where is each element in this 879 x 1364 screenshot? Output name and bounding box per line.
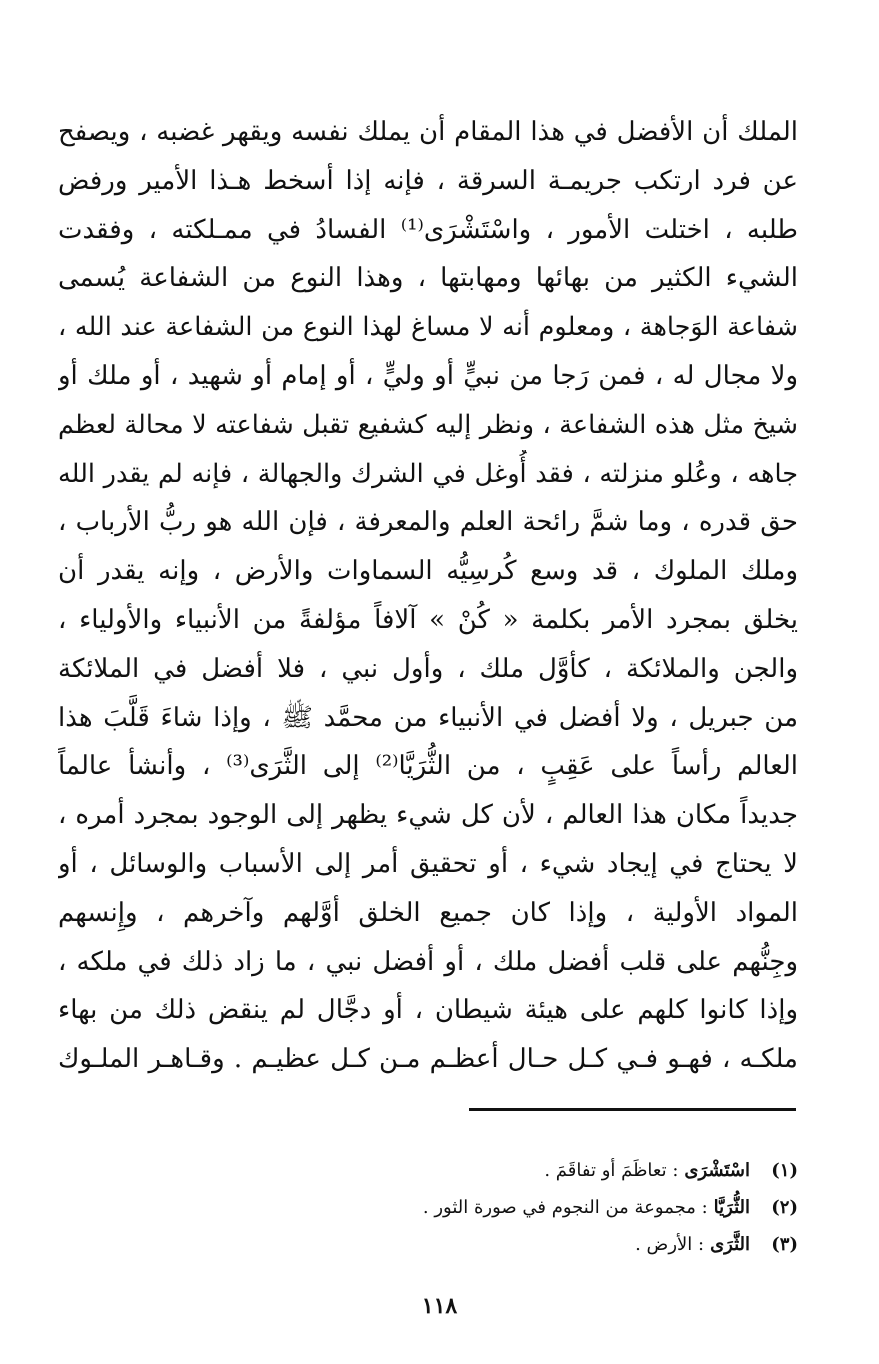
text-line: شيخ مثل هذه الشفاعة ، ونظر إليه كشفيع تقبل شفاعته لا محالة لعظم: [58, 409, 798, 440]
text-line: العالم رأساً على عَقِبٍ ، من الثُّرَيَّا⁽²⁾ إلى الثَّرَى⁽³⁾ ، وأنشأ عالماً: [58, 751, 798, 782]
body-text: [58, 108, 798, 1084]
text-line: ملكـه ، فهـو فـي كـل حـال أعظـم مـن كـل عظيـم . وقـاهـر الملـوك: [58, 1044, 798, 1075]
footnote-term: اسْتَشْرَى: [684, 1160, 750, 1181]
text-line: شفاعة الوَجاهة ، ومعلوم أنه لا مساغ لهذا النوع من الشفاعة عند الله ،: [58, 312, 798, 343]
page-number: ١١٨: [421, 1293, 458, 1319]
footnote-text: : مجموعة من النجوم في صورة الثور .: [422, 1197, 708, 1218]
footnote-text: : تعاظَمَ أو تفاقَمَ .: [544, 1160, 679, 1181]
footnote-item: [58, 1152, 798, 1189]
footnote-number: (٣): [771, 1234, 798, 1255]
text-line: المواد الأولية ، وإذا كان جميع الخلق أوَّلهم وآخرهم ، وإِنسهم: [58, 897, 798, 928]
text-line: الملك أن الأفضل في هذا المقام أن يملك نفسه ويقهر غضبه ، ويصفح: [58, 117, 798, 147]
text-line: طلبه ، اختلت الأمور ، واسْتَشْرَى⁽¹⁾ الفسادُ في ممـلكته ، وفقدت: [58, 214, 798, 245]
text-line: يخلق بمجرد الأمر بكلمة « كُنْ » آلافاً مؤلفةً من الأنبياء والأولياء ،: [58, 604, 798, 635]
text-line: وملك الملوك ، قد وسع كُرسِيُّه السماوات والأرض ، وإنه يقدر أن: [58, 556, 798, 587]
text-line: جاهه ، وعُلو منزلته ، فقد أُوغل في الشرك والجهالة ، فإنه لم يقدر الله: [58, 458, 798, 489]
text-line: الشيء الكثير من بهائها ومهابتها ، وهذا النوع من الشفاعة يُسمى: [58, 263, 798, 294]
footnote-divider: [469, 1108, 796, 1111]
text-line: وإذا كانوا كلهم على هيئة شيطان ، أو دجَّال لم ينقض ذلك من بهاء: [58, 995, 798, 1026]
footnote-text: : الأرض .: [635, 1234, 705, 1255]
footnote-term: الثُّرَيَّا: [713, 1197, 750, 1218]
text-line: والجن والملائكة ، كأوَّل ملك ، وأول نبي ، فلا أفضل في الملائكة: [58, 653, 798, 684]
text-line: من جبريل ، ولا أفضل في الأنبياء من محمَّد ﷺ ، وإذا شاءَ قَلَّبَ هذا: [58, 702, 798, 733]
footnote-number: (١): [771, 1160, 798, 1181]
footnotes: [58, 1152, 798, 1263]
footnote-term: الثَّرَى: [710, 1234, 750, 1255]
text-line: حق قدره ، وما شمَّ رائحة العلم والمعرفة ، فإن الله هو ربُّ الأرباب ،: [58, 507, 798, 538]
text-line: لا يحتاج في إيجاد شيء ، أو تحقيق أمر إلى الأسباب والوسائل ، أو: [58, 848, 798, 879]
text-line: عن فرد ارتكب جريمـة السرقة ، فإنه إذا أسخط هـذا الأمير ورفض: [58, 165, 798, 196]
text-line: ولا مجال له ، فمن رَجا من نبيٍّ أو وليٍّ ، أو إمام أو شهيد ، أو ملك أو: [58, 360, 798, 391]
footnote-number: (٢): [771, 1197, 798, 1218]
footnote-item: [58, 1189, 798, 1226]
text-line: وجِنُّهم على قلب أفضل ملك ، أو أفضل نبي ، ما زاد ذلك في ملكه ،: [58, 946, 798, 977]
text-line: جديداً مكان هذا العالم ، لأن كل شيء يظهر إلى الوجود بمجرد أمره ،: [58, 800, 798, 831]
footnote-item: [58, 1226, 798, 1263]
